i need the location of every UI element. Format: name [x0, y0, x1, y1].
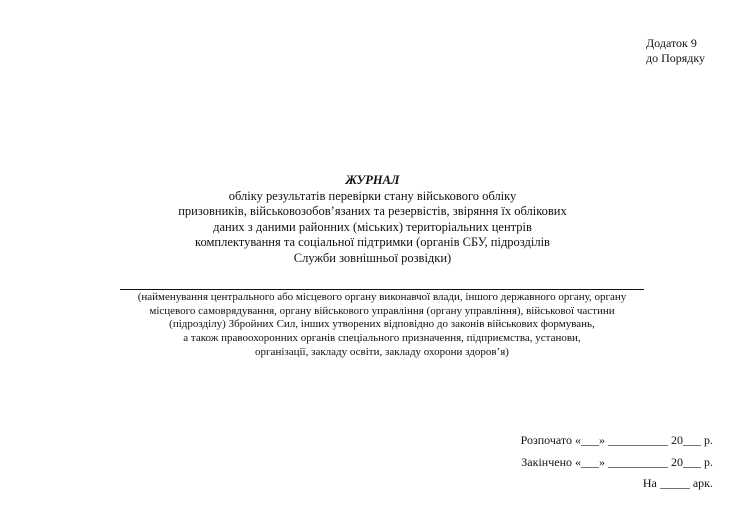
journal-subtitle-line: комплектування та соціальної підтримки (органів СБУ, підрозділів: [195, 235, 550, 249]
sheet-count-field: На _____ арк.: [642, 476, 713, 490]
annex-procedure: до Порядку: [646, 51, 706, 65]
organization-name-caption: [120, 291, 644, 360]
caption-line: (найменування центрального або місцевого органу виконавчої влади, іншого державного органу, органу: [137, 291, 627, 303]
caption-line: а також правоохоронних органів спеціального призначення, підприємства, установи,: [183, 332, 581, 345]
annex-number: Додаток 9: [646, 36, 697, 50]
journal-subtitle-line: Служби зовнішньої розвідки): [293, 250, 452, 265]
started-date-field: Розпочато «___» __________ 20___ р.: [520, 433, 713, 447]
journal-title: ЖУРНАЛ: [345, 173, 400, 187]
caption-line: місцевого самоврядування, органу військового управління (органу управління), військової частини: [149, 304, 615, 317]
journal-title-block: [120, 173, 625, 266]
caption-line: організації, закладу освіти, закладу охорони здоров’я): [255, 345, 509, 358]
finished-date-field: Закінчено «___» __________ 20___ р.: [521, 455, 713, 469]
caption-line: (підрозділу) Збройних Сил, інших утворених відповідно до законів військових формувань,: [169, 318, 595, 331]
annex-reference: [646, 36, 705, 66]
journal-subtitle-line: даних з даними районних (міських) територіальних центрів: [213, 219, 532, 234]
organization-name-line: [120, 289, 644, 290]
journal-subtitle-line: призовників, військовозобов’язаних та резервістів, звіряння їх облікових: [178, 204, 567, 218]
journal-subtitle-line: обліку результатів перевірки стану військового обліку: [228, 188, 517, 203]
